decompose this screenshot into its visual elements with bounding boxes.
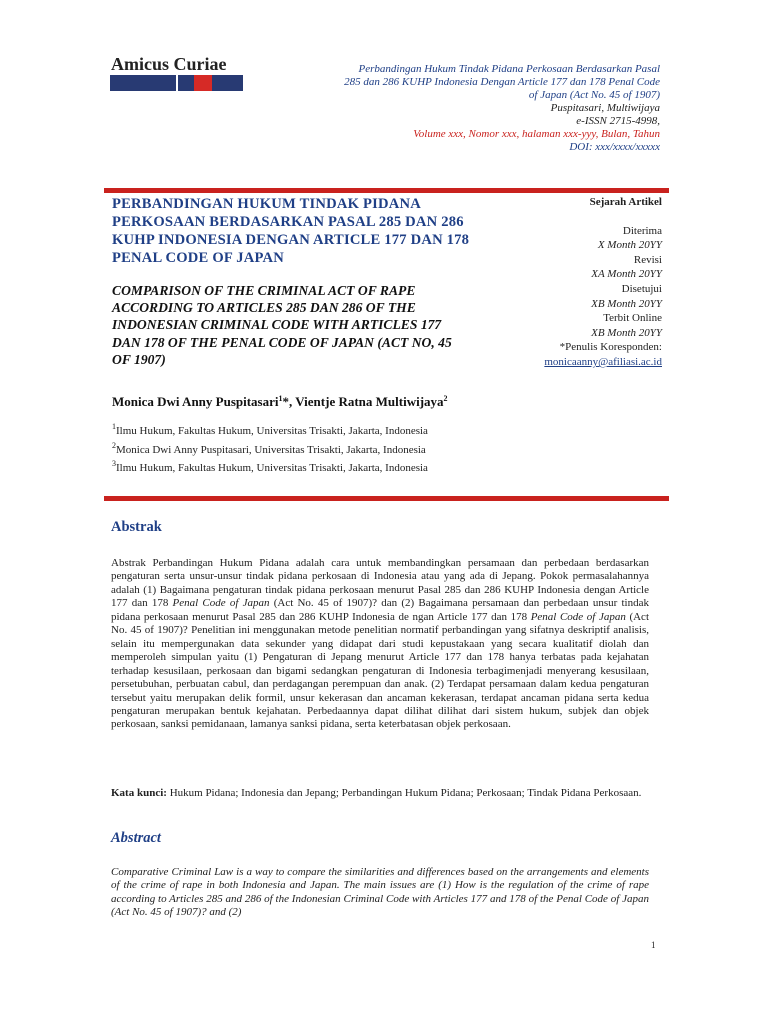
author-1-name: Monica Dwi Anny Puspitasari [112, 394, 279, 409]
title-indonesian [112, 195, 502, 267]
bar-segment-1 [110, 75, 176, 91]
corresponding-email-link[interactable]: monicaanny@afiliasi.ac.id [544, 355, 662, 368]
affiliation-number: 3 [112, 459, 116, 469]
author-1-affiliation-mark: 1 [278, 394, 283, 403]
corresponding-label: *Penulis Koresponden: [559, 341, 662, 354]
title-id-line: PERBANDINGAN HUKUM TINDAK PIDANA [112, 196, 421, 212]
page-number: 1 [651, 940, 656, 950]
bar-segment-4 [194, 75, 212, 91]
header-article-title-line-1: Perbandingan Hukum Tindak Pidana Perkosaan Berdasarkan Pasal [358, 63, 660, 75]
abstrak-heading: Abstrak [111, 519, 162, 535]
keywords-label: Kata kunci: [111, 787, 167, 799]
title-en-line: DAN 178 OF THE PENAL CODE OF JAPAN (ACT NO, 45 [112, 334, 452, 350]
article-history [520, 195, 662, 370]
revised-date: XA Month 20YY [591, 268, 662, 281]
affiliation-text: Ilmu Hukum, Fakultas Hukum, Universitas Trisakti, Jakarta, Indonesia [116, 425, 428, 437]
abstract-body: Comparative Criminal Law is a way to compare the similarities and differences based on the arrangements and elements of the crime of rape in both Indonesia and Japan. The main issues are (1) How is the regulation of the crime of rape according to Articles 285 and 286 of the Indonesian Criminal Code with Articles 177 and 178 of the Penal Code of Japan (Act No. 45 of 1907)? and (2) [111, 866, 649, 919]
header-doi: DOI: xxx/xxxx/xxxxx [569, 141, 660, 153]
title-en-line: COMPARISON OF THE CRIMINAL ACT OF RAPE [112, 283, 416, 298]
abstract-heading: Abstract [111, 830, 161, 846]
accepted-date: XB Month 20YY [591, 297, 662, 310]
title-english [112, 282, 504, 368]
affiliation-text: Monica Dwi Anny Puspitasari, Universitas Trisakti, Jakarta, Indonesia [116, 443, 426, 456]
title-id-line: PERKOSAAN BERDASARKAN PASAL 285 DAN 286 [112, 214, 464, 230]
middle-red-rule [104, 496, 669, 501]
title-en-line: OF 1907) [112, 351, 166, 367]
article-history-heading: Sejarah Artikel [589, 196, 662, 208]
author-2-name: Vientje Ratna Multiwijaya [295, 394, 444, 409]
keywords [111, 787, 649, 800]
affiliation-item [112, 420, 428, 439]
accepted-label: Disetujui [621, 282, 662, 295]
bar-segment-3 [178, 75, 194, 91]
affiliation-item [112, 457, 428, 476]
top-red-rule [104, 188, 669, 193]
affiliations [112, 420, 428, 476]
header-volume: Volume xxx, Nomor xxx, halaman xxx-yyy, Bulan, Tahun [413, 128, 660, 140]
header-article-title-line-2: 285 dan 286 KUHP Indonesia Dengan Article 177 dan 178 Penal Code [344, 76, 660, 88]
header-issn: e-ISSN 2715-4998, [576, 115, 660, 127]
bar-segment-5 [212, 75, 243, 91]
affiliation-text: Ilmu Hukum, Fakultas Hukum, Universitas Trisakti, Jakarta, Indonesia [116, 462, 428, 475]
corresponding-star: * [282, 394, 289, 409]
revised-label: Revisi [633, 253, 662, 266]
title-en-line: INDONESIAN CRIMINAL CODE WITH ARTICLES 177 [112, 317, 442, 333]
title-id-line: PENAL CODE OF JAPAN [112, 250, 285, 266]
received-label: Diterima [622, 224, 662, 237]
journal-color-bar [110, 75, 243, 91]
author-2-affiliation-mark: 2 [443, 394, 448, 403]
online-date: XB Month 20YY [591, 326, 662, 339]
affiliation-number: 1 [112, 422, 116, 431]
received-date: X Month 20YY [597, 239, 662, 252]
keywords-text: Hukum Pidana; Indonesia dan Jepang; Perbandingan Hukum Pidana; Perkosaan; Tindak Pidana Perkosaan. [166, 787, 642, 799]
title-id-line: KUHP INDONESIA DENGAN ARTICLE 177 DAN 178 [112, 232, 470, 248]
affiliation-number: 2 [112, 440, 116, 450]
affiliation-item [112, 439, 428, 458]
author-separator: , [289, 394, 296, 409]
header-article-title-line-3: of Japan (Act No. 45 of 1907) [528, 89, 660, 101]
abstrak-body: Abstrak Perbandingan Hukum Pidana adalah cara untuk membandingkan persamaan dan perbedaan berdasarkan pengaturan serta unsur-unsur tindak pidana perkosaan di Indonesia atau yang ada di Jepang. Pokok permasalahannya adalah (1) Bagaimana pengaturan tindak pidana perkosaan menurut Pasal 285 dan 286 KUHP Indonesia dengan Article 177 dan 178 Penal Code of Japan (Act No. 45 of 1907)? dan (2) Bagaimana persamaan dan perbedaan unsur tindak pidana perkosaan menurut Pasal 285 dan 286 KUHP Indonesia de ngan Article 177 dan 178 Penal Code of Japan (Act No. 45 of 1907)? Penelitian ini menggunakan metode penelitian normatif perbandingan yang sifatnya deskriptif analisis, selain itu mempergunakan data sekunder yang didapat dari studi kepustakaan yang secara kualitatif diolah dan memperoleh simpulan yaitu (1) Pengaturan di Jepang menurut Article 177 dan 178 hanya terbatas pada kejahatan terhadap kesusilaan, perkosaan dan bigami sedangkan pengaturan di Indonesia terbagimenjadi menyerang kesusilaan, persetubuhan, perbuatan cabul, dan perdagangan perempuan dan anak. (2) Terdapat persamaan dalam kedua pengaturan tersebut yaitu merupakan delik formil, unsur kekerasan dan ancaman kekerasan, terdapat ancaman pidana serta kedua pengaturan merupakan bentuk kejahatan. Perbedaannya dapat dilihat dilihat dari sistem hukum, subjek dan objek perkosaan, sanksi pemidanaan, lamanya sanksi pidana, serta keterbatasan objek perkosaan. [111, 557, 649, 731]
header-authors: Puspitasari, Multiwijaya [550, 102, 660, 114]
author-list [112, 394, 448, 410]
title-en-line: ACCORDING TO ARTICLES 285 DAN 286 OF THE [112, 300, 416, 316]
journal-name: Amicus Curiae [111, 54, 227, 74]
online-label: Terbit Online [603, 312, 662, 325]
